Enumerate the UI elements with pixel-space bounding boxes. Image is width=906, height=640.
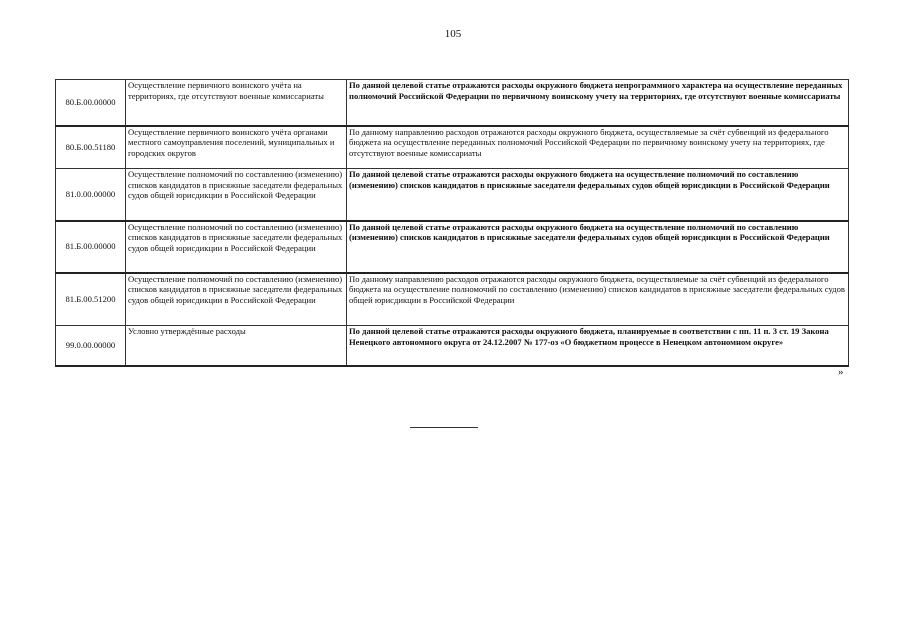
target-article-description: По данному направлению расходов отражаются расходы окружного бюджета, осуществляемые за счёт субвенций из федерального бюджета на осуществление полномочий по составлению (изменению) списков кандидатов в присяжные заседатели федеральных судов общей юрисдикции в Российской Федерации	[347, 273, 849, 326]
target-article-code: 80.Б.00.51180	[56, 126, 126, 169]
page-number: 105	[444, 28, 462, 40]
target-article-description: По данной целевой статье отражаются расходы окружного бюджета, планируемые в соответствии с пп. 11 п. 3 ст. 19 Закона Ненецкого автономного округа от 24.12.2007 № 177-оз «О бюджетном процессе в Ненецком автономном округе»	[347, 326, 849, 366]
target-article-description: По данной целевой статье отражаются расходы окружного бюджета на осуществление полномочий по составлению (изменению) списков кандидатов в присяжные заседатели федеральных судов общей юрисдикции в Российской Федерации	[347, 221, 849, 273]
target-article-name: Осуществление полномочий по составлению (изменению) списков кандидатов в присяжные заседатели федеральных судов общей юрисдикции в Российской Федерации	[126, 169, 347, 221]
footnote-separator-line	[410, 427, 478, 428]
budget-classification-table	[55, 79, 849, 367]
table-row	[56, 221, 849, 273]
target-article-code: 81.0.00.00000	[56, 169, 126, 221]
closing-quote-mark: »	[838, 366, 844, 378]
target-article-name: Осуществление полномочий по составлению (изменению) списков кандидатов в присяжные заседатели федеральных судов общей юрисдикции в Российской Федерации	[126, 221, 347, 273]
table-row	[56, 80, 849, 126]
target-article-code: 80.Б.00.00000	[56, 80, 126, 126]
table-row	[56, 169, 849, 221]
target-article-code: 99.0.00.00000	[56, 326, 126, 366]
target-article-code: 81.Б.00.00000	[56, 221, 126, 273]
target-article-description: По данной целевой статье отражаются расходы окружного бюджета на осуществление полномочий по составлению (изменению) списков кандидатов в присяжные заседатели федеральных судов общей юрисдикции в Российской Федерации	[347, 169, 849, 221]
target-article-description: По данному направлению расходов отражаются расходы окружного бюджета, осуществляемые за счёт субвенций из федерального бюджета на осуществление переданных полномочий Российской Федерации по первичному воинскому учету на территориях, где отсутствуют военные комиссариаты	[347, 126, 849, 169]
target-article-name: Осуществление полномочий по составлению (изменению) списков кандидатов в присяжные заседатели федеральных судов общей юрисдикции в Российской Федерации	[126, 273, 347, 326]
table-row	[56, 126, 849, 169]
target-article-description: По данной целевой статье отражаются расходы окружного бюджета непрограммного характера на осуществление переданных полномочий Российской Федерации по первичному воинскому учету на территориях, где отсутствуют военные комиссариаты	[347, 80, 849, 126]
target-article-name: Условно утверждённые расходы	[126, 326, 347, 366]
target-article-code: 81.Б.00.51200	[56, 273, 126, 326]
target-article-name: Осуществление первичного воинского учёта органами местного самоуправления поселений, муниципальных и городских округов	[126, 126, 347, 169]
target-article-name: Осуществление первичного воинского учёта на территориях, где отсутствуют военные комиссариаты	[126, 80, 347, 126]
table-row	[56, 326, 849, 366]
table-row	[56, 273, 849, 326]
